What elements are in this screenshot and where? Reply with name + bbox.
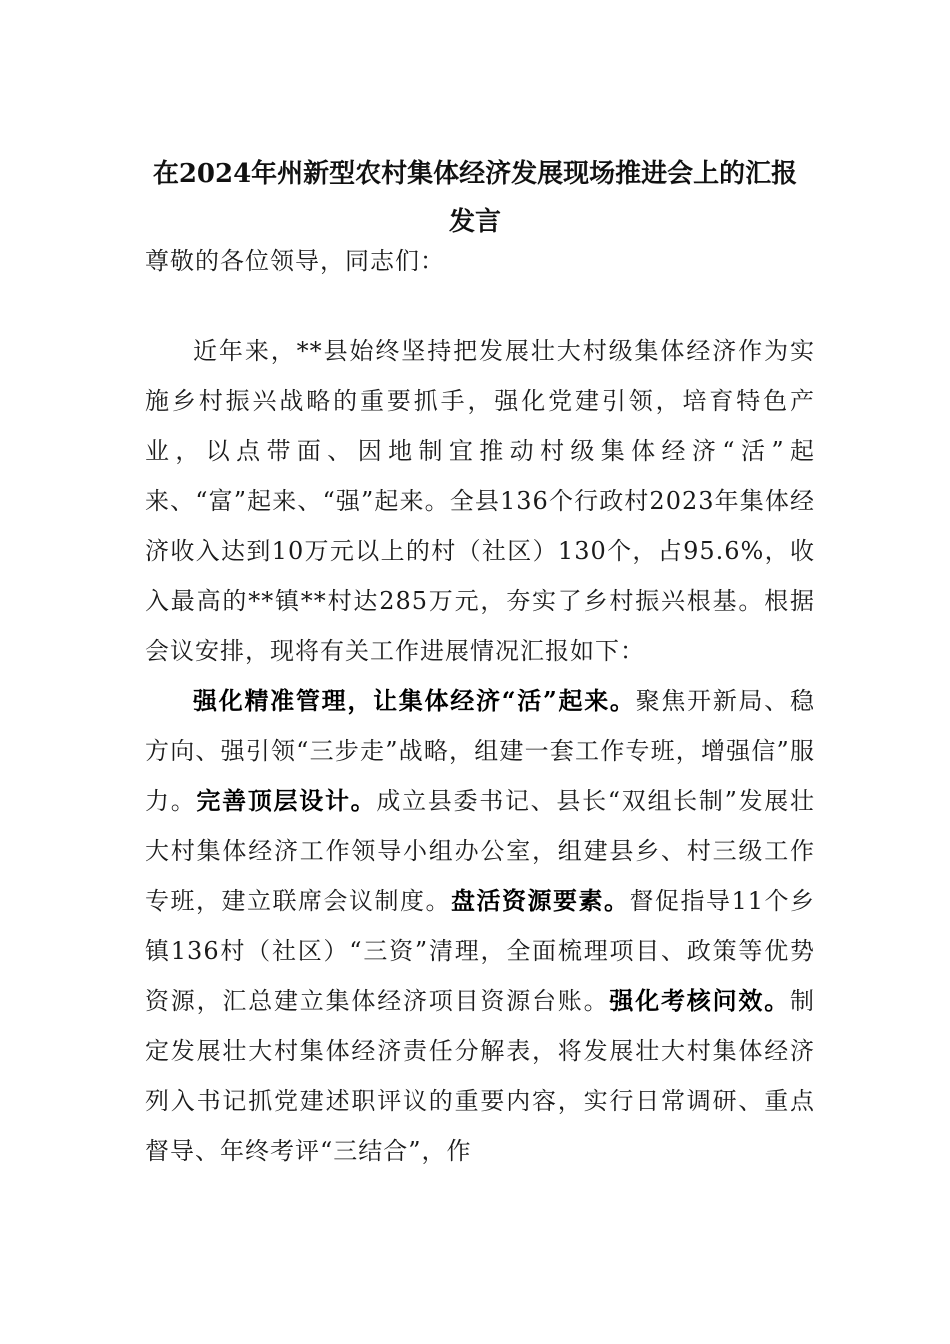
intro-paragraph: 近年来，**县始终坚持把发展壮大村级集体经济作为实施乡村振兴战略的重要抓手，强化党建引领，培育特色产业，以点带面、因地制宜推动村级集体经济“活”起来、“富”起来、“强”起来。全县136个行政村2023年集体经济收入达到10万元以上的村（社区）130个，占95.6%，收入最高的**镇**村达285万元，夯实了乡村振兴根基。根据会议安排，现将有关工作进展情况汇报如下： xyxy=(145,337,815,665)
subsection-heading-assessment: 强化考核问效。 xyxy=(609,986,791,1015)
document-title: 在2024年州新型农村集体经济发展现场推进会上的汇报发言 xyxy=(152,159,798,237)
salutation: 尊敬的各位领导，同志们： xyxy=(145,247,445,275)
document-body xyxy=(145,326,815,1176)
section-paragraph xyxy=(145,676,815,1176)
subsection-text-resources: 督促指导11个乡镇136村（社区）“三资”清理，全面梳理项目、政策等优势资源，汇总建立集体经济项目资源台账。 xyxy=(145,887,816,1015)
subsection-heading-resources: 盘活资源要素。 xyxy=(450,886,630,915)
section-heading: 强化精准管理，让集体经济“活”起来。 xyxy=(193,686,636,715)
subsection-heading-design: 完善顶层设计。 xyxy=(196,786,377,815)
subsection-text-design: 成立县委书记、县长“双组长制”发展壮大村集体经济工作领导小组办公室，组建县乡、村三级工作专班，建立联席会议制度。 xyxy=(145,787,815,915)
section-intro: 聚焦开新局、稳方向、强引领“三步走”战略，组建一套工作专班，增强信”服力。 xyxy=(145,687,816,815)
subsection-text-assessment: 制定发展壮大村集体经济责任分解表，将发展壮大村集体经济列入书记抓党建述职评议的重要内容，实行日常调研、重点督导、年终考评“三结合”，作 xyxy=(145,987,816,1165)
